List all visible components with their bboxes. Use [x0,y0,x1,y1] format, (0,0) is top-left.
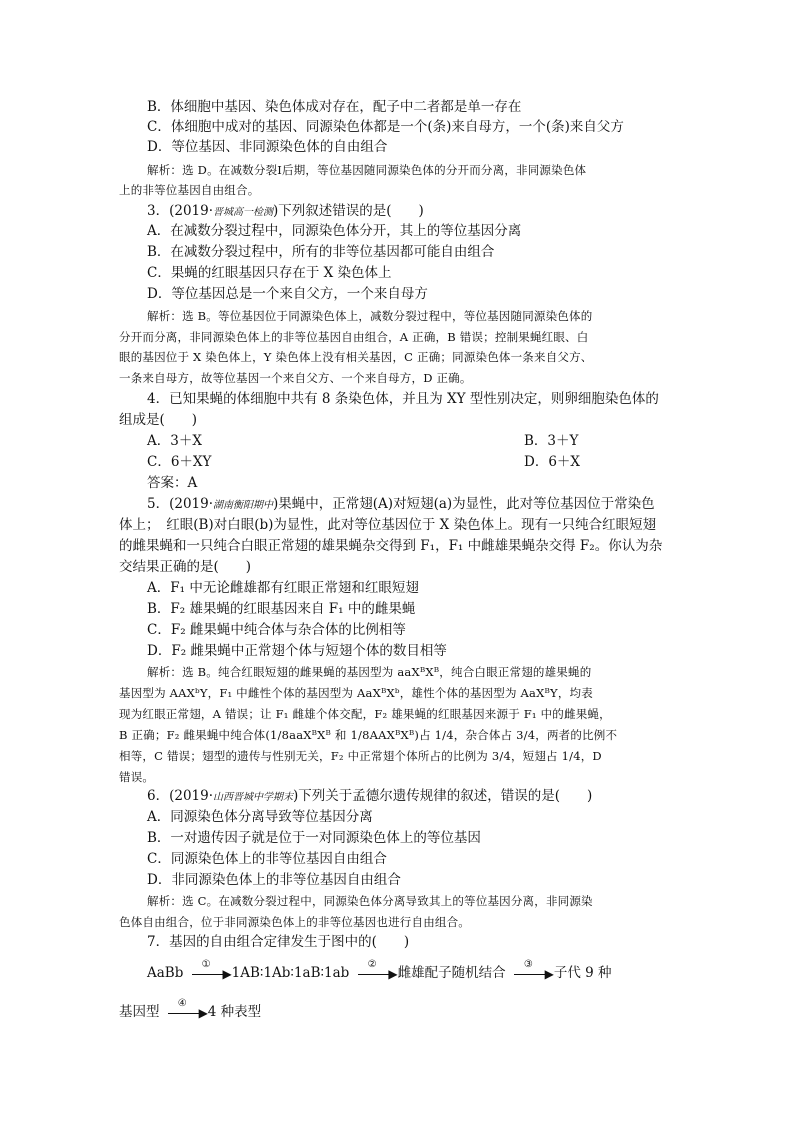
q5-question: )果蝇中，正常翅(A)对短翅(a)为显性，此对等位基因位于常染色 [273,496,655,512]
q6-option-d: D．非同源染色体上的非等位基因自由组合 [147,872,401,888]
q5-stem-line3: 的雌果蝇和一只纯合白眼正常翅的雄果蝇杂交得到 F₁，F₁ 中雌雄果蝇杂交得 F₂。你认为杂 [119,538,663,554]
q5-explanation-line3: 现为红眼正常翅，A 错误；让 F₁ 雌雄个体交配，F₂ 雄果蝇的红眼基因来源于 F₁ 中的雌果蝇， [119,707,611,721]
q5-stem-line2: 体上； 红眼(B)对白眼(b)为显性，此对等位基因位于 X 染色体上。现有一只纯合红眼短翅 [119,517,657,533]
q5-option-a: A．F₁ 中无论雌雄都有红眼正常翅和红眼短翅 [147,580,419,596]
q2-option-d: D．等位基因、非同源染色体的自由组合 [147,139,388,155]
q3-explanation-line4: 一条来自母方，故等位基因一个来自父方、一个来自母方，D 正确。 [119,371,472,385]
flow-arrow-3: ③ ▶ [510,963,554,983]
q6-stem [147,786,592,808]
flow-fertilization: 雌雄配子随机结合 [397,965,506,981]
q4-stem-line2: 组成是( ) [119,412,198,428]
q4-option-b: B．3＋Y [524,433,579,449]
q7-flow-line1 [147,959,612,983]
q4-option-d: D．6＋X [524,454,581,470]
q5-explanation-line4: B 正确；F₂ 雌果蝇中纯合体(1/8aaXᴮXᴮ 和 1/8AAXᴮXᴮ)占 1/4，杂合体占 3/4，两者的比例不 [119,728,618,742]
q3-explanation-line3: 眼的基因位于 X 染色体上，Y 染色体上没有相关基因，C 正确；同源染色体一条来自父方、 [119,350,593,364]
q5-source: 湖南衡阳期中 [213,500,274,511]
q5-option-c: C．F₂ 雌果蝇中纯合体与杂合体的比例相等 [147,622,406,638]
q3-option-c: C．果蝇的红眼基因只存在于 X 染色体上 [147,265,392,281]
q5-stem-line1 [147,494,655,516]
q5-option-d: D．F₂ 雌果蝇中正常翅个体与短翅个体的数目相等 [147,643,447,659]
q6-question: )下列关于孟德尔遗传规律的叙述，错误的是( ) [293,788,593,804]
flow-offspring: 子代 9 种 [553,965,612,981]
q3-source: 晋城高一检测 [213,207,274,218]
flow-arrow-2: ② ▶ [354,963,398,983]
q6-option-b: B．一对遗传因子就是位于一对同源染色体上的等位基因 [147,830,481,846]
q5-explanation-line2: 基因型为 AAXᵇY，F₁ 中雌性个体的基因型为 AaXᴮXᵇ，雄性个体的基因型为 AaXᴮY，均表 [119,686,593,700]
flow-start-genotype: AaBb [147,965,184,981]
q5-explanation-line5: 相等，C 错误；翅型的遗传与性别无关，F₂ 中正常翅个体所占的比例为 3/4，短翅占 1/4，D [119,749,602,763]
q2-option-b: B．体细胞中基因、染色体成对存在，配子中二者都是单一存在 [147,99,522,115]
q5-option-b: B．F₂ 雄果蝇的红眼基因来自 F₁ 中的雌果蝇 [147,601,416,617]
q2-explanation-line2: 上的非等位基因自由组合。 [119,183,260,197]
flow-step-3-label: ③ [523,959,533,970]
q4-option-c: C．6＋XY [147,454,212,470]
q6-explanation-line2: 色体自由组合，位于非同源染色体上的非等位基因也进行自由组合。 [119,915,470,929]
q5-explanation-line1: 解析：选 B。纯合红眼短翅的雌果蝇的基因型为 aaXᴮXᴮ，纯合白眼正常翅的雄果蝇的 [147,665,592,679]
flow-step-4-label: ④ [177,998,187,1009]
q3-number: 3．(2019· [147,203,214,219]
q6-explanation-line1: 解析：选 C。在减数分裂过程中，同源染色体分离导致其上的等位基因分离，非同源染 [147,894,593,908]
q3-stem [147,201,424,223]
q2-explanation-line1: 解析：选 D。在减数分裂Ⅰ后期，等位基因随同源染色体的分开而分离，非同源染色体 [147,163,587,177]
q4-stem-line1: 4．已知果蝇的体细胞中共有 8 条染色体，并且为 XY 型性别决定，则卵细胞染色体的 [147,391,659,407]
flow-arrow-4: ④ ▶ [164,1002,208,1022]
q5-explanation-line6: 错误。 [119,770,155,784]
flow-step-1-label: ① [201,959,211,970]
q3-option-a: A．在减数分裂过程中，同源染色体分开，其上的等位基因分离 [147,223,522,239]
flow-phenotypes: 4 种表型 [207,1004,262,1020]
q3-option-d: D．等位基因总是一个来自父方，一个来自母方 [147,286,428,302]
q3-explanation-line1: 解析：选 B。等位基因位于同源染色体上，减数分裂过程中，等位基因随同源染色体的 [147,309,593,323]
q4-option-a: A．3＋X [147,433,202,449]
q6-number: 6．(2019· [147,788,214,804]
flow-offspring-cont: 基因型 [119,1004,160,1020]
q6-source: 山西晋城中学期末 [213,792,294,803]
q6-option-a: A．同源染色体分离导致等位基因分离 [147,809,373,825]
q2-option-c: C．体细胞中成对的基因、同源染色体都是一个(条)来自母方，一个(条)来自父方 [147,119,624,135]
flow-gametes: 1AB∶1Ab∶1aB∶1ab [231,965,350,981]
q3-option-b: B．在减数分裂过程中，所有的非等位基因都可能自由组合 [147,244,495,260]
q3-explanation-line2: 分开而分离，非同源染色体上的非等位基因自由组合，A 正确，B 错误；控制果蝇红眼、白 [119,330,589,344]
q5-stem-line4: 交结果正确的是( ) [119,559,252,575]
q7-flow-line2 [119,998,262,1022]
q4-answer: 答案：A [147,475,198,491]
q5-number: 5．(2019· [147,496,214,512]
q6-option-c: C．同源染色体上的非等位基因自由组合 [147,851,387,867]
flow-step-2-label: ② [367,959,377,970]
flow-arrow-1: ① ▶ [188,963,232,983]
q3-question: )下列叙述错误的是( ) [273,203,424,219]
q7-stem: 7．基因的自由组合定律发生于图中的( ) [147,934,410,950]
